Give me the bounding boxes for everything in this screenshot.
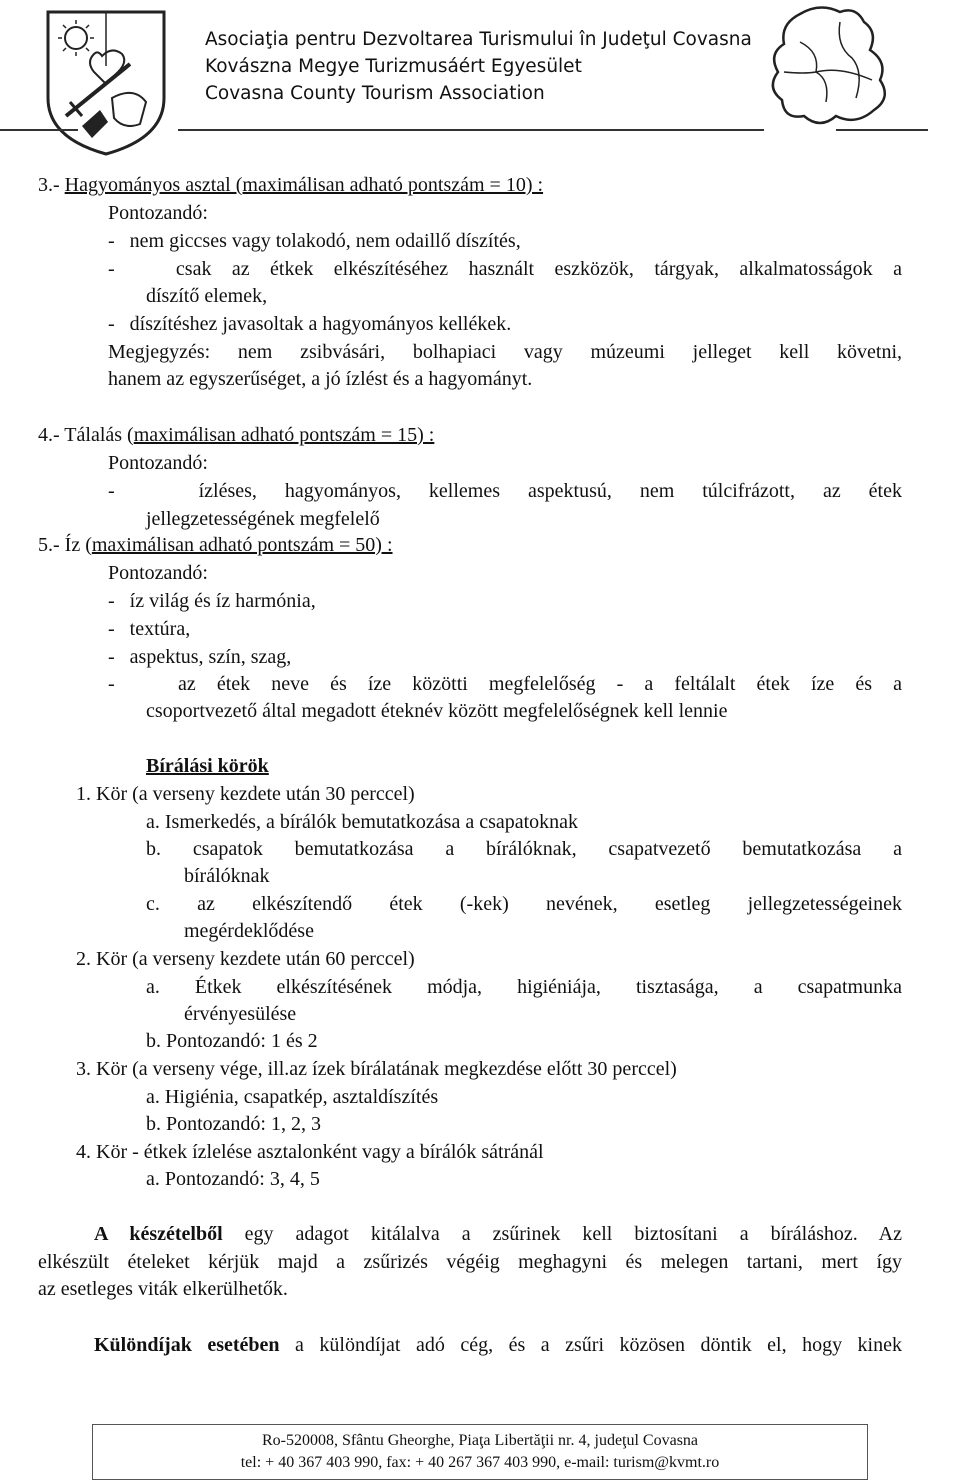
round-2-a: a. Étkek elkészítésének módja, higiéniája, tisztasága, a csapatmunka bbox=[146, 976, 902, 998]
round-3-b: b. Pontozandó: 1, 2, 3 bbox=[146, 1113, 321, 1135]
round-4: 4. Kör - étkek ízlelése asztalonként vagy a bírálók sátránál bbox=[76, 1141, 544, 1163]
round-1-c-cont: megérdeklődése bbox=[184, 920, 314, 942]
list-item-continuation: csoportvezető által megadott éteknév között megfelelőségnek kell lennie bbox=[146, 700, 728, 722]
list-item: - aspektus, szín, szag, bbox=[108, 646, 292, 668]
round-2: 2. Kör (a verseny kezdete után 60 perccel) bbox=[76, 948, 415, 970]
round-3-a: a. Higiénia, csapatkép, asztaldíszítés bbox=[146, 1086, 439, 1108]
letterhead bbox=[0, 0, 960, 140]
section4-title: maximálisan adható pontszám = 15) : bbox=[133, 424, 435, 446]
org-name-hu: Kovászna Megye Turizmusáért Egyesület bbox=[205, 56, 582, 77]
round-1-a: a. Ismerkedés, a bírálók bemutatkozása a csapatoknak bbox=[146, 811, 579, 833]
org-name-ro: Asociaţia pentru Dezvoltarea Turismului în Judeţul Covasna bbox=[205, 29, 752, 50]
header-rule-right bbox=[836, 129, 928, 131]
list-item: - íz világ és íz harmónia, bbox=[108, 590, 316, 612]
round-1: 1. Kör (a verseny kezdete után 30 perccel) bbox=[76, 783, 415, 805]
section3-heading: 3.- Hagyományos asztal (maximálisan adható pontszám = 10) : bbox=[38, 174, 544, 196]
round-2-b: b. Pontozandó: 1 és 2 bbox=[146, 1030, 318, 1052]
section5-pontozando: Pontozandó: bbox=[108, 562, 208, 584]
list-item: - textúra, bbox=[108, 618, 191, 640]
round-1-b: b. csapatok bemutatkozása a bírálóknak, csapatvezető bemutatkozása a bbox=[146, 838, 902, 860]
list-item: - nem giccses vagy tolakodó, nem odaillő díszítés, bbox=[108, 230, 521, 252]
paragraph-ready-meal: A készételből egy adagot kitálalva a zsűrinek kell biztosítani a bíráláshoz. Az bbox=[94, 1223, 902, 1245]
round-3: 3. Kör (a verseny vége, ill.az ízek bírálatának megkezdése előtt 30 perccel) bbox=[76, 1058, 677, 1080]
round-2-a-cont: érvényesülése bbox=[184, 1003, 297, 1025]
section4-heading: 4.- Tálalás (maximálisan adható pontszám = 15) : bbox=[38, 424, 435, 446]
list-item-continuation: jellegzetességének megfelelő bbox=[146, 508, 380, 530]
paragraph-ready-meal-line3: az esetleges viták elkerülhetők. bbox=[38, 1278, 288, 1300]
section3-pontozando: Pontozandó: bbox=[108, 202, 208, 224]
section4-pontozando: Pontozandó: bbox=[108, 452, 208, 474]
paragraph-ready-meal-line2: elkészült ételeket kérjük majd a zsűrizés végéig meghagyni és melegen tartani, mert így bbox=[38, 1251, 902, 1273]
organization-names bbox=[205, 26, 765, 107]
rounds-heading: Bírálási körök bbox=[146, 755, 269, 777]
round-4-a: a. Pontozandó: 3, 4, 5 bbox=[146, 1168, 320, 1190]
section3-note: Megjegyzés: nem zsibvásári, bolhapiaci vagy múzeumi jelleget kell követni, bbox=[108, 341, 902, 363]
section3-note-cont: hanem az egyszerűséget, a jó ízlést és a hagyományt. bbox=[108, 368, 533, 390]
footer-box bbox=[92, 1424, 868, 1480]
list-item-continuation: díszítő elemek, bbox=[146, 285, 268, 307]
paragraph-special-prizes: Különdíjak esetében a különdíjat adó cég, és a zsűri közösen döntik el, hogy kinek bbox=[94, 1334, 902, 1356]
section3-title: Hagyományos asztal (maximálisan adható pontszám = 10) : bbox=[64, 174, 544, 196]
footer-address: Ro-520008, Sfântu Gheorghe, Piaţa Libertăţii nr. 4, judeţul Covasna bbox=[261, 1432, 699, 1449]
header-rule-left bbox=[0, 129, 78, 131]
list-item: - csak az étkek elkészítéséhez használt eszközök, tárgyak, alkalmatosságok a bbox=[108, 258, 902, 280]
list-item: - ízléses, hagyományos, kellemes aspektusú, nem túlcifrázott, az étek bbox=[108, 480, 902, 502]
section5-title: maximálisan adható pontszám = 50) : bbox=[91, 534, 393, 556]
county-map-icon bbox=[760, 2, 900, 132]
header-rule-middle bbox=[178, 129, 764, 131]
section5-heading: 5.- Íz (maximálisan adható pontszám = 50) : bbox=[38, 534, 393, 556]
round-1-b-cont: bírálóknak bbox=[184, 865, 270, 887]
coat-of-arms-icon bbox=[42, 6, 170, 158]
round-1-c: c. az elkészítendő étek (-kek) nevének, esetleg jellegzetességeinek bbox=[146, 893, 902, 915]
list-item: - az étek neve és íze közötti megfelelőség - a feltálalt étek íze és a bbox=[108, 673, 902, 695]
org-name-en: Covasna County Tourism Association bbox=[205, 83, 545, 104]
list-item: - díszítéshez javasoltak a hagyományos kellékek. bbox=[108, 313, 512, 335]
footer-contact: tel: + 40 367 403 990, fax: + 40 267 367 403 990, e-mail: turism@kvmt.ro bbox=[240, 1454, 720, 1471]
